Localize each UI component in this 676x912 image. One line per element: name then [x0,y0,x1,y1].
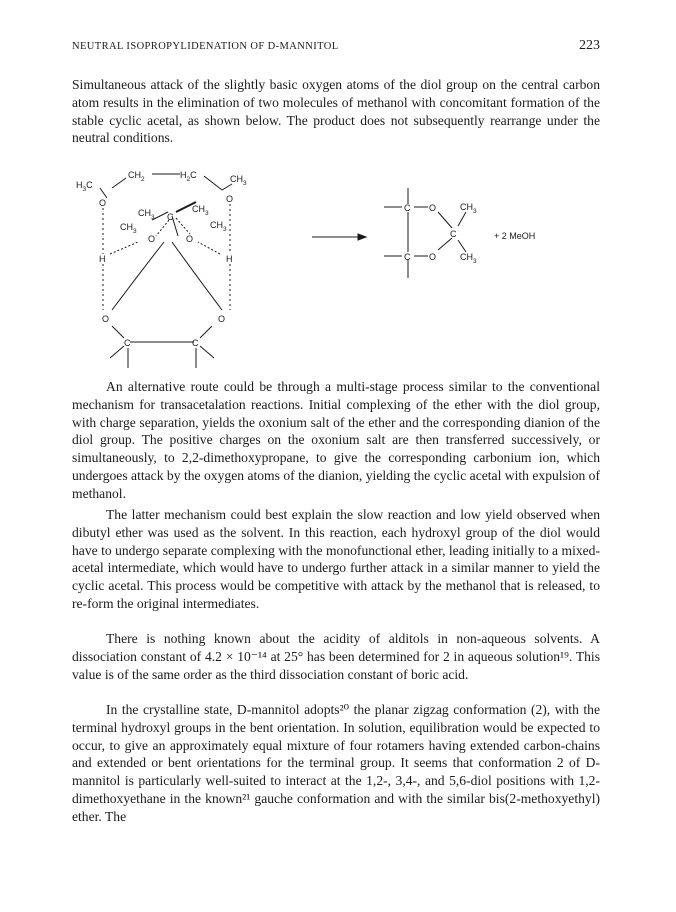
label-o-top-left: O [99,198,107,208]
bond-line [438,212,452,228]
label-product-c-bottom: C [404,252,411,262]
label-product-c-acetal: C [450,229,457,239]
page-number: 223 [579,38,600,53]
label-byproduct: + 2 MeOH [494,231,536,241]
bond-line [438,238,452,250]
label-c-center: C [167,212,174,222]
bond-line [458,212,466,226]
bond-line [112,326,124,338]
label-product-o-top: O [429,203,437,213]
label-o-bottom-left: O [102,314,110,324]
paragraph-1: Simultaneous attack of the slightly basic oxygen atoms of the diol group on the central carbon atom results in the elimination of two molecules of methanol with concomitant formation of the stable cyclic acetal, as shown below. The product does not subsequently rearrange under the neutral conditions. [72,77,600,146]
curved-arrow [112,242,164,310]
curved-arrow [172,242,222,310]
label-c-bottom-right: C [192,338,199,348]
reaction-arrowhead [358,234,366,240]
bond-line [204,176,222,190]
running-title: NEUTRAL ISOPROPYLIDENATION OF D-MANNITOL [72,41,339,52]
label-o-left: O [148,234,156,244]
bond-line [100,188,107,198]
label-o-right: O [186,234,194,244]
label-product-c-top: C [404,203,411,213]
hbond-line [198,242,220,254]
label-ch3-b: $CH_3$ [192,204,209,217]
label-c-bottom-left: C [124,338,131,348]
reaction-scheme [72,160,600,380]
label-h2c: $H_2C$ [180,170,197,183]
bond-line [110,346,124,358]
paragraph-5: In the crystalline state, D-mannitol adopts²⁰ the planar zigzag conformation (2), with the terminal hydroxyl groups in the bent orientation. In solution, equilibration would be expected to occur, to give an approximately equal mixture of four rotamers having extended carbon-chains and extended or bent orientations for the terminal group. It seems that conformation 2 of D-mannitol is particularly well-suited to interact at the 1,2-, 3,4-, and 5,6-diol positions with 1,2-dimethoxyethane in the known²¹ gauche conformation and with the similar bis(2-methoxyethyl) ether. The [72,702,600,824]
bond-line [458,240,466,252]
hbond-line [110,242,138,254]
paragraph-2: An alternative route could be through a multi-stage process similar to the conventional mechanism for transacetalation reactions. Initial complexing of the ether with the diol group, with charge separation, yields the oxonium salt of the ether and the corresponding dianion of the diol group. The positive charges on the oxonium salt are then transferred successively, or simultaneously, to 2,2-dimethoxypropane, to give the corresponding carbonium ion, which undergoes attack by the oxygen atoms of the dianion, yielding the cyclic acetal with expulsion of methanol. [72,379,600,501]
label-o-bottom-right: O [218,314,226,324]
label-ch3-d: $CH_3$ [210,220,227,233]
bond-line [200,346,214,358]
reaction-scheme-svg [72,160,600,380]
bond-line [200,326,212,338]
paragraph-3: The latter mechanism could best explain the slow reaction and low yield observed when dibutyl ether was used as the solvent. In this reaction, each hydroxyl group of the diol would have to undergo separate complexing with the monofunctional ether, leading initially to a mixed-acetal intermediate, which would have to undergo further attack in a similar manner to yield the cyclic acetal. This process would be competitive with attack by the methanol that is released, to re-form the original intermediates. [72,507,600,611]
bond-line [156,220,169,236]
label-ch3-a: $CH_3$ [138,208,155,221]
label-ch3-c: $CH_3$ [120,222,137,235]
running-header [72,38,600,58]
label-h-left: H [99,254,106,264]
label-product-o-bottom: O [429,252,437,262]
label-ch3-right: $CH_3$ [230,174,247,187]
label-h3c-left: $H_3C$ [76,180,93,193]
label-h-right: H [226,254,233,264]
bond-line [176,218,190,234]
bond-line [112,178,126,188]
bond-line [222,184,232,190]
label-product-ch3-bottom: $CH_3$ [460,252,477,265]
label-o-top-right: O [226,194,234,204]
label-product-ch3-top: $CH_3$ [460,202,477,215]
label-ch2: $CH_2$ [128,170,145,183]
paragraph-4: There is nothing known about the acidity of alditols in non-aqueous solvents. A dissociation constant of 4.2 × 10⁻¹⁴ at 25° has been determined for 2 in aqueous solution¹⁹. This value is of the same order as the third dissociation constant of boric acid. [72,631,600,682]
